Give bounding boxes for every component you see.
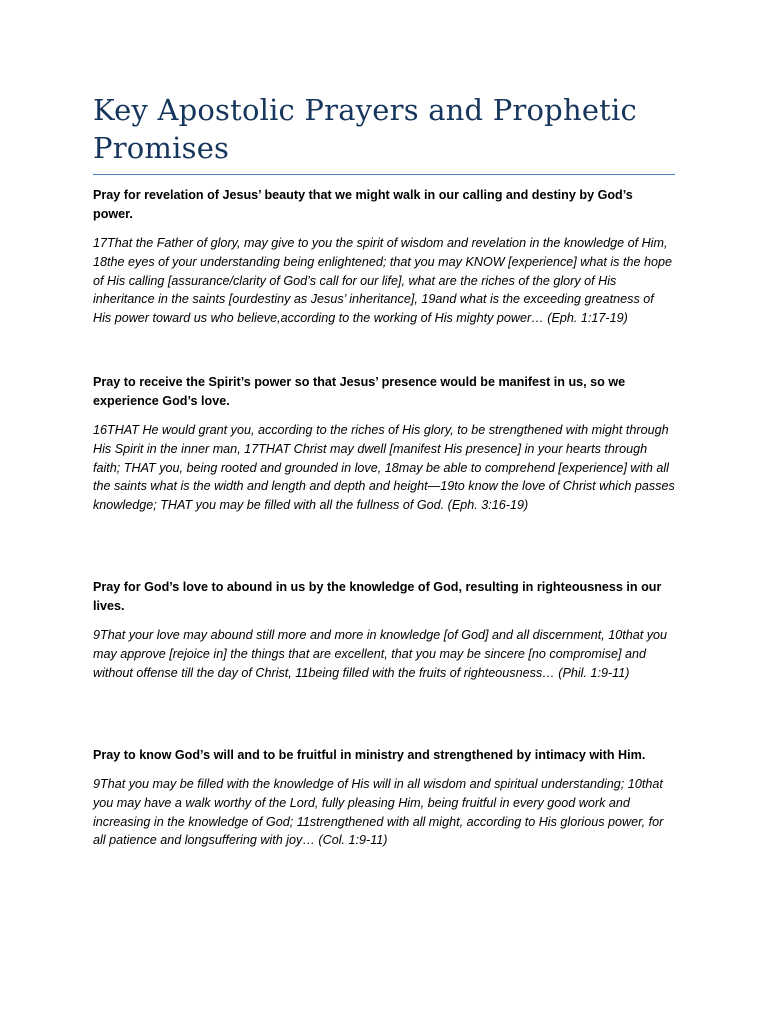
document-page: [93, 0, 675, 848]
scripture-passage: 17That the Father of glory, may give to you the spirit of wisdom and revelation in the knowledge of Him, 18the eyes of your understanding being enlightened; that you may KNOW [experience] what is the hope of His calling [assurance/clarity of God’s call for our life], what are the riches of the glory of His inheritance in the saints [ourdestiny as Jesus’ inheritance], 19and what is the exceeding greatness of His power toward us who believe,according to the working of His mighty power… (Eph. 1:17-19): [93, 236, 672, 326]
prayer-section: [93, 373, 675, 515]
prayer-section: [93, 578, 675, 682]
scripture-passage: 16THAT He would grant you, according to the riches of His glory, to be strengthened with might through His Spirit in the inner man, 17THAT Christ may dwell [manifest His presence] in your hearts through faith; THAT you, being rooted and grounded in love, 18may be able to comprehend [experience] with all the saints what is the width and length and depth and height—19to know the love of Christ which passes knowledge; THAT you may be filled with all the fullness of God. (Eph. 3:16-19): [93, 423, 675, 513]
section-heading: Pray for revelation of Jesus’ beauty that we might walk in our calling and destiny by God’s power.: [93, 188, 633, 221]
section-heading: Pray to know God’s will and to be fruitful in ministry and strengthened by intimacy with Him.: [93, 748, 646, 762]
scripture-passage: 9That you may be filled with the knowledge of His will in all wisdom and spiritual understanding; 10that you may have a walk worthy of the Lord, fully pleasing Him, being fruitful in every good work and increasing in the knowledge of God; 11strengthened with all might, according to His glorious power, for all patience and longsuffering with joy… (Col. 1:9-11): [93, 777, 664, 848]
prayer-section: [93, 186, 675, 328]
section-heading: Pray for God’s love to abound in us by the knowledge of God, resulting in righteousness in our lives.: [93, 580, 662, 613]
prayer-section: [93, 746, 675, 850]
title-divider: [93, 174, 675, 175]
section-heading: Pray to receive the Spirit’s power so that Jesus’ presence would be manifest in us, so we experience God’s love.: [93, 375, 626, 408]
page-title: Key Apostolic Prayers and Prophetic Promises: [93, 93, 637, 165]
scripture-passage: 9That your love may abound still more and more in knowledge [of God] and all discernment, 10that you may approve [rejoice in] the things that are excellent, that you may be sincere [no compromise] and without offense till the day of Christ, 11being filled with the fruits of righteousness… (Phil. 1:9-11): [93, 628, 668, 680]
